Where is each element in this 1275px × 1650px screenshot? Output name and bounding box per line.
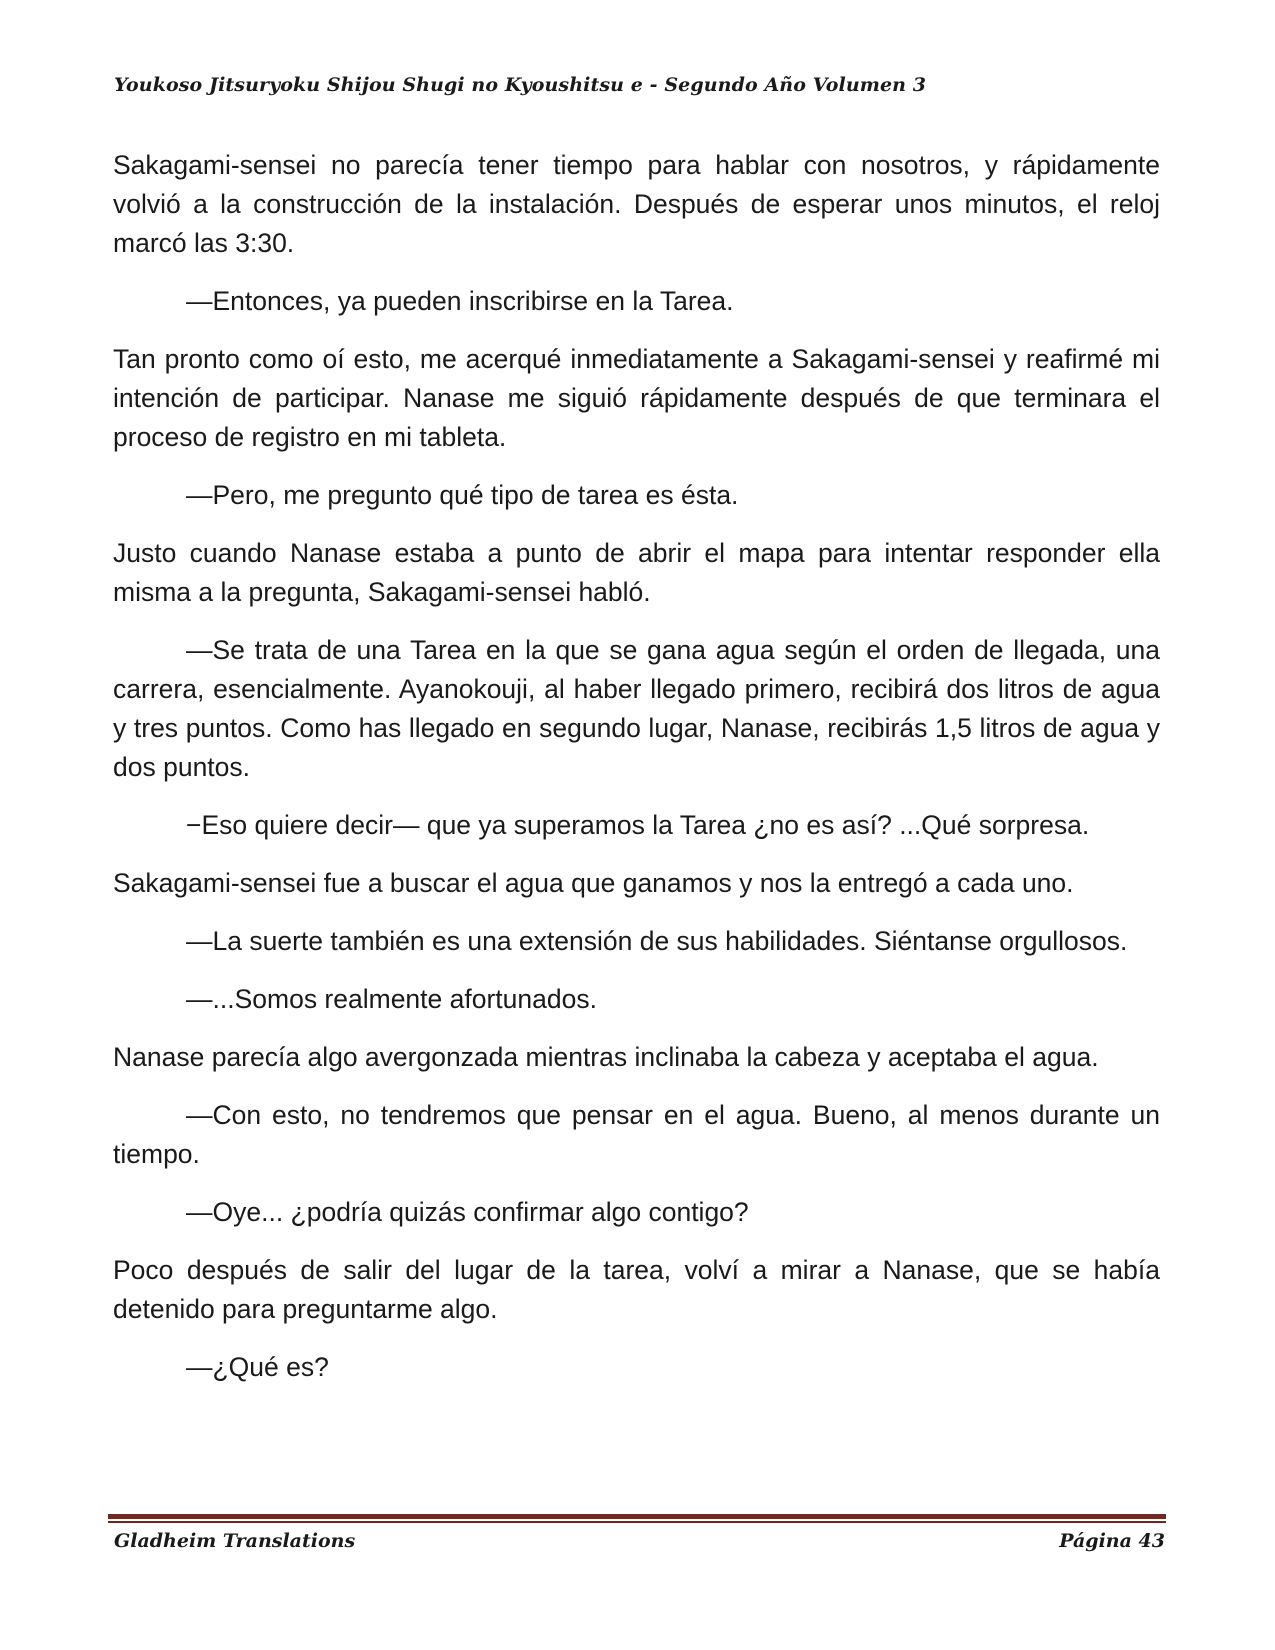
- paragraph-narration: Sakagami-sensei fue a buscar el agua que ganamos y nos la entregó a cada uno.: [113, 868, 1074, 898]
- paragraph-narration: Sakagami-sensei no parecía tener tiempo para hablar con nosotros, y rápidamente volvió a la construcción de la instalación. Después de esperar unos minutos, el reloj marcó las 3:30.: [113, 150, 1160, 258]
- paragraph-narration: Tan pronto como oí esto, me acerqué inmediatamente a Sakagami-sensei y reafirmé mi intención de participar. Nanase me siguió rápidamente después de que terminara el proceso de registro en mi tableta.: [113, 344, 1160, 452]
- footer-divider: [108, 1514, 1166, 1523]
- page-header-title: Youkoso Jitsuryoku Shijou Shugi no Kyoushitsu e - Segundo Año Volumen 3: [114, 74, 927, 96]
- paragraph-narration: Justo cuando Nanase estaba a punto de abrir el mapa para intentar responder ella misma a la pregunta, Sakagami-sensei habló.: [113, 538, 1160, 607]
- paragraph-narration: Poco después de salir del lugar de la tarea, volví a mirar a Nanase, que se había detenido para preguntarme algo.: [113, 1255, 1160, 1324]
- paragraph-dialogue: —Entonces, ya pueden inscribirse en la Tarea.: [186, 286, 734, 316]
- paragraph-dialogue: —Oye... ¿podría quizás confirmar algo contigo?: [186, 1197, 749, 1227]
- footer-divider-thin: [108, 1521, 1166, 1523]
- paragraph-dialogue: —Pero, me pregunto qué tipo de tarea es ésta.: [186, 480, 739, 510]
- paragraph-dialogue: —¿Qué es?: [186, 1352, 329, 1382]
- paragraph-dialogue: −Eso quiere decir— que ya superamos la Tarea ¿no es así? ...Qué sorpresa.: [186, 810, 1090, 840]
- footer-divider-thick: [108, 1514, 1166, 1519]
- footer-page-number: Página 43: [1059, 1530, 1165, 1552]
- paragraph-narration: Nanase parecía algo avergonzada mientras inclinaba la cabeza y aceptaba el agua.: [113, 1042, 1099, 1072]
- body-text: [113, 146, 1160, 1406]
- paragraph-dialogue: —Con esto, no tendremos que pensar en el agua. Bueno, al menos durante un tiempo.: [113, 1100, 1160, 1169]
- paragraph-dialogue: —...Somos realmente afortunados.: [186, 984, 597, 1014]
- footer-translator-name: Gladheim Translations: [114, 1530, 356, 1552]
- paragraph-dialogue: —Se trata de una Tarea en la que se gana agua según el orden de llegada, una carrera, esencialmente. Ayanokouji, al haber llegado primero, recibirá dos litros de agua y tres puntos. Como has llegado en segundo lugar, Nanase, recibirás 1,5 litros de agua y dos puntos.: [113, 635, 1160, 782]
- paragraph-dialogue: —La suerte también es una extensión de sus habilidades. Siéntanse orgullosos.: [186, 926, 1128, 956]
